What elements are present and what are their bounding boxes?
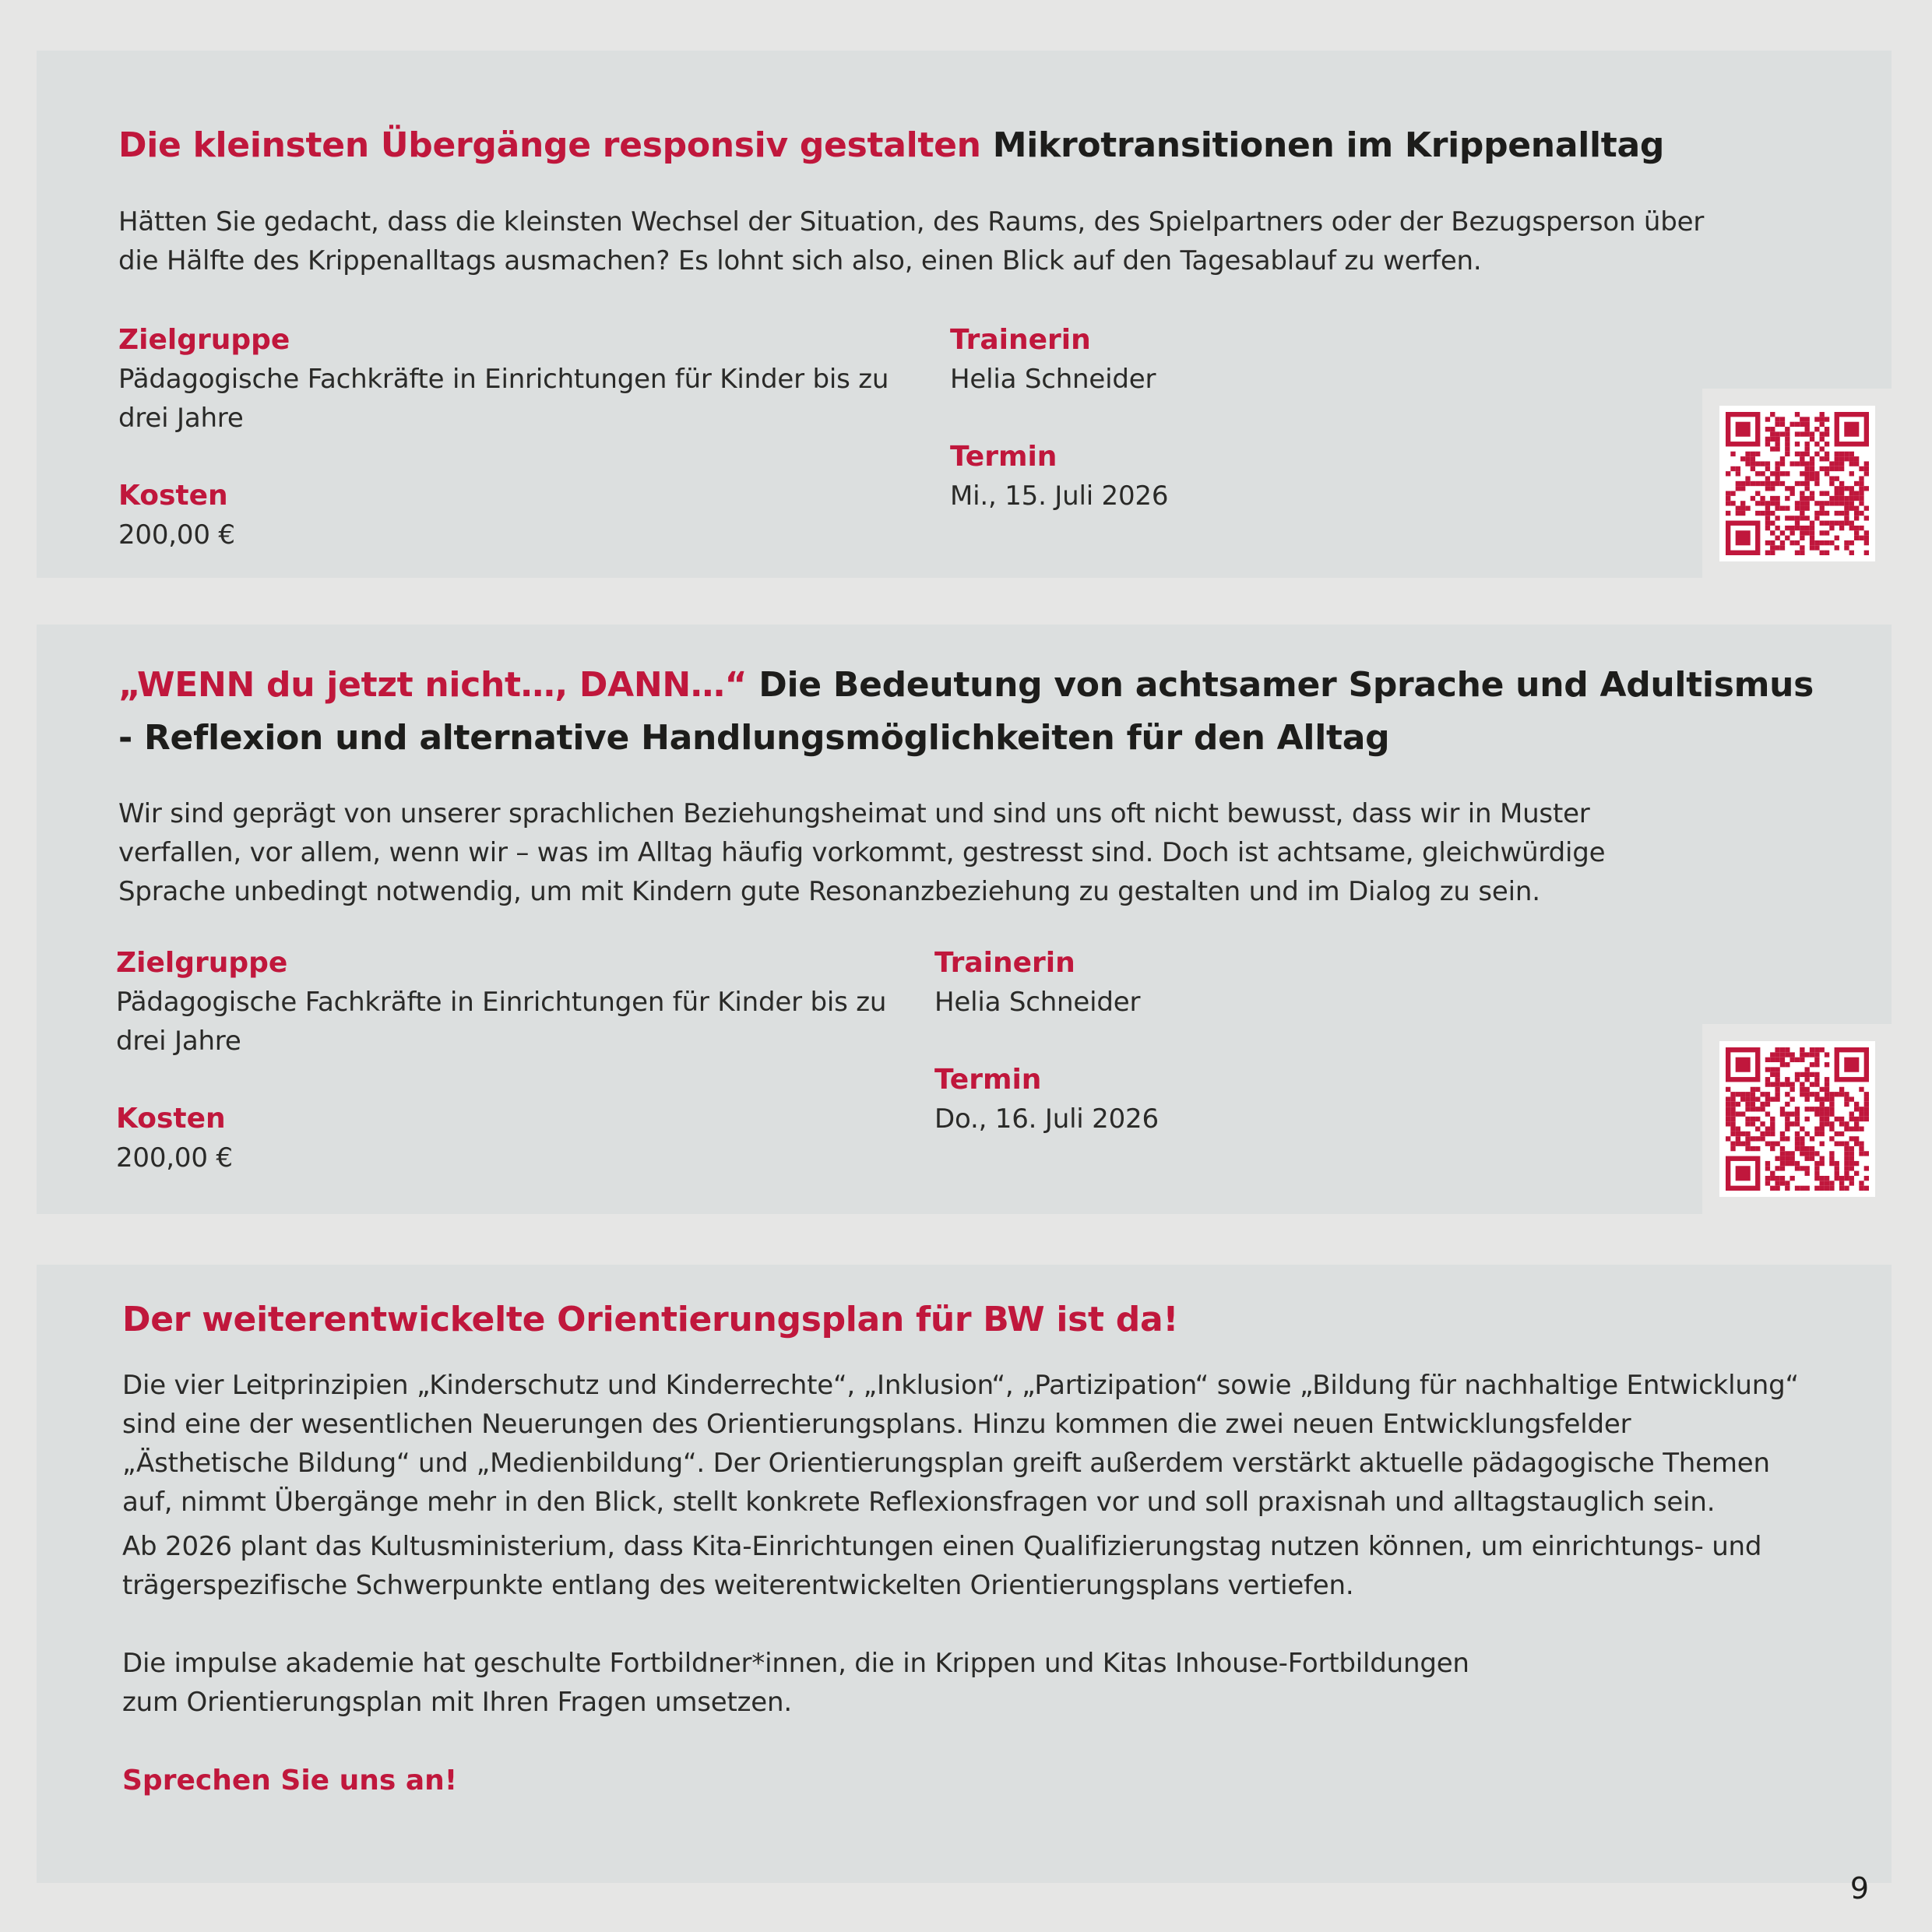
costs-value: 200,00 €	[116, 1142, 233, 1174]
target-group-line: Pädagogische Fachkräfte in Einrichtungen für Kinder bis zu	[116, 987, 887, 1018]
target-group-label: Zielgruppe	[116, 947, 288, 979]
description-line: Wir sind geprägt von unserer sprachlichen Beziehungsheimat und sind uns oft nicht bewusst, dass wir in Muster	[118, 798, 1590, 829]
qr-code-icon[interactable]	[1719, 1041, 1875, 1197]
costs-label: Kosten	[118, 480, 228, 512]
target-group-line: drei Jahre	[118, 403, 244, 434]
date-label: Termin	[934, 1064, 1042, 1096]
qr-area	[1702, 389, 1892, 578]
course-title-highlight: Die kleinsten Übergänge responsiv gestalten	[118, 125, 981, 165]
costs-label: Kosten	[116, 1103, 226, 1135]
date-label: Termin	[950, 441, 1057, 473]
course-card-mikrotransitionen	[37, 51, 1892, 578]
paragraph-line: „Ästhetische Bildung“ und „Medienbildung“. Der Orientierungsplan greift außerdem verstärkt aktuelle pädagogische Themen	[122, 1448, 1770, 1479]
paragraph-line: Ab 2026 plant das Kultusministerium, dass Kita-Einrichtungen einen Qualifizierungstag nutzen können, um einrichtungs- und	[122, 1531, 1762, 1562]
info-title: Der weiterentwickelte Orientierungsplan für BW ist da!	[122, 1300, 1179, 1339]
course-subtitle: - Reflexion und alternative Handlungsmöglichkeiten für den Alltag	[118, 718, 1390, 758]
description-line: Hätten Sie gedacht, dass die kleinsten Wechsel der Situation, des Raums, des Spielpartners oder der Bezugsperson über	[118, 206, 1705, 238]
paragraph-line: trägerspezifische Schwerpunkte entlang des weiterentwickelten Orientierungsplans vertiefen.	[122, 1570, 1354, 1601]
trainer-value: Helia Schneider	[934, 987, 1141, 1018]
date-value: Do., 16. Juli 2026	[934, 1103, 1159, 1135]
course-title-rest: Die Bedeutung von achtsamer Sprache und Adultismus	[758, 665, 1814, 705]
info-card-orientierungsplan	[37, 1265, 1892, 1883]
target-group-line: drei Jahre	[116, 1026, 241, 1057]
paragraph-line: Die vier Leitprinzipien „Kinderschutz und Kinderrechte“, „Inklusion“, „Partizipation“ sowie „Bildung für nachhaltige Entwicklung“	[122, 1370, 1799, 1401]
course-description	[118, 202, 1704, 280]
target-group-line: Pädagogische Fachkräfte in Einrichtungen für Kinder bis zu	[118, 364, 889, 395]
info-paragraph-2	[122, 1527, 1761, 1605]
description-line: Sprache unbedingt notwendig, um mit Kindern gute Resonanzbeziehung zu gestalten und im Dialog zu sein.	[118, 876, 1540, 907]
trainer-label: Trainerin	[950, 324, 1091, 356]
qr-code-icon[interactable]	[1719, 406, 1875, 561]
course-description	[118, 794, 1605, 911]
paragraph-line: sind eine der wesentlichen Neuerungen des Orientierungsplans. Hinzu kommen die zwei neuen Entwicklungsfelder	[122, 1409, 1631, 1440]
trainer-label: Trainerin	[934, 947, 1075, 979]
qr-code-graphic	[1726, 1047, 1869, 1191]
page-number: 9	[1849, 1871, 1869, 1906]
course-title	[118, 119, 1664, 172]
course-title-rest: Mikrotransitionen im Krippenalltag	[992, 125, 1665, 165]
course-title	[118, 659, 1814, 712]
target-group-value	[118, 360, 889, 438]
target-group-value	[116, 983, 886, 1061]
paragraph-line: Die impulse akademie hat geschulte Fortbildner*innen, die in Krippen und Kitas Inhouse-Fortbildungen	[122, 1648, 1469, 1679]
trainer-value: Helia Schneider	[950, 364, 1156, 395]
contact-cta[interactable]: Sprechen Sie uns an!	[122, 1765, 458, 1797]
target-group-label: Zielgruppe	[118, 324, 290, 356]
paragraph-line: zum Orientierungsplan mit Ihren Fragen umsetzen.	[122, 1687, 792, 1718]
info-paragraph-3	[122, 1644, 1469, 1722]
qr-area	[1702, 1024, 1892, 1214]
course-title-highlight: „WENN du jetzt nicht…, DANN…“	[118, 665, 748, 705]
qr-code-graphic	[1726, 412, 1869, 555]
paragraph-line: auf, nimmt Übergänge mehr in den Blick, stellt konkrete Reflexionsfragen vor und soll praxisnah und alltagstauglich sein.	[122, 1487, 1716, 1518]
description-line: verfallen, vor allem, wenn wir – was im Alltag häufig vorkommt, gestresst sind. Doch ist achtsame, gleichwürdige	[118, 837, 1606, 868]
costs-value: 200,00 €	[118, 519, 235, 551]
info-paragraph-1	[122, 1366, 1799, 1522]
date-value: Mi., 15. Juli 2026	[950, 480, 1169, 512]
course-card-achtsame-sprache	[37, 625, 1892, 1214]
description-line: die Hälfte des Krippenalltags ausmachen? Es lohnt sich also, einen Blick auf den Tagesablauf zu werfen.	[118, 245, 1482, 276]
